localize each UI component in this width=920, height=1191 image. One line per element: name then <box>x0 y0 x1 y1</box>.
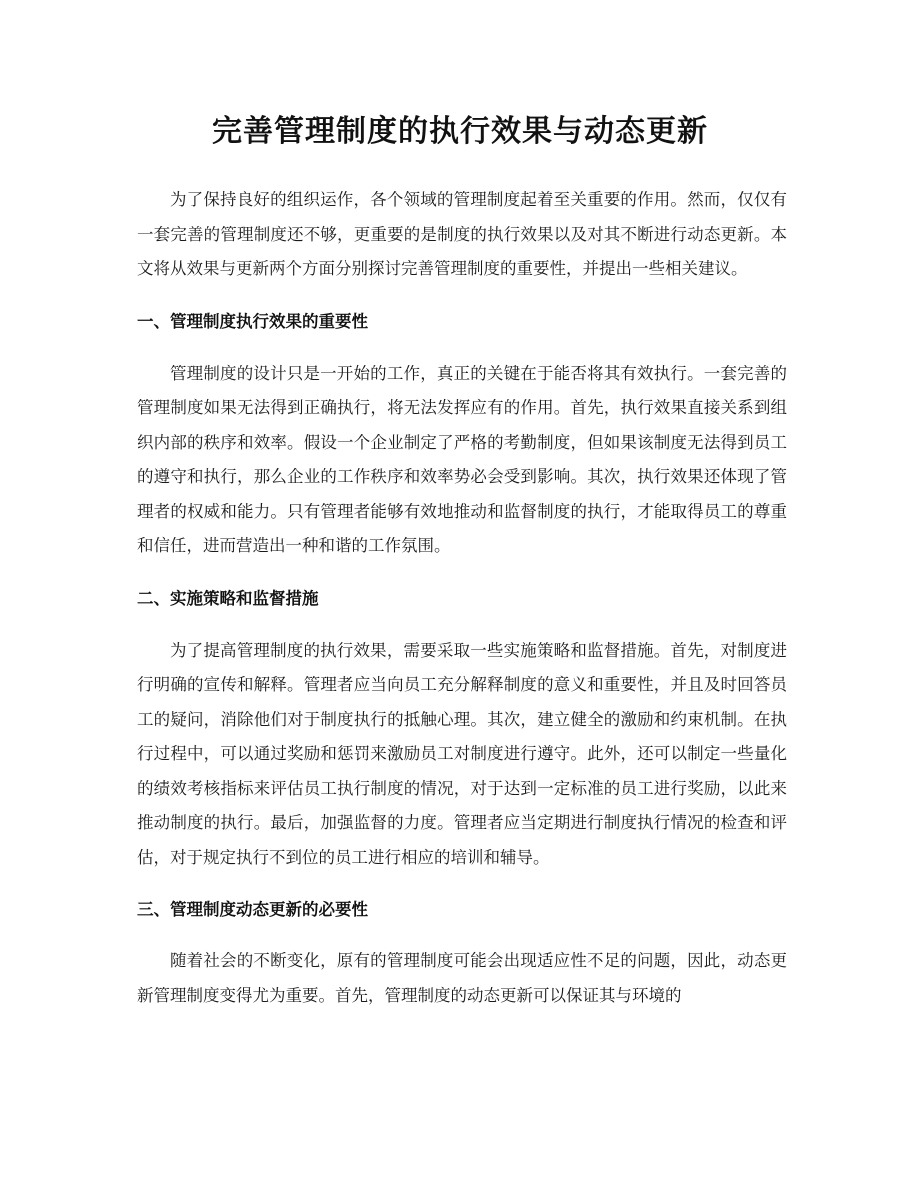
section-heading-3: 三、管理制度动态更新的必要性 <box>137 900 368 919</box>
section-heading-2: 二、实施策略和监督措施 <box>137 588 319 608</box>
document-title: 完善管理制度的执行效果与动态更新 <box>212 114 708 149</box>
section-paragraph-2: 为了提高管理制度的执行效果，需要采取一些实施策略和监督措施。首先，对制度进行明确的宣传和解释。管理者应当向员工充分解释制度的意义和重要性，并且及时回答员工的疑问，消除他们对于制度执行的抵触心理。其次，建立健全的激励和约束机制。在执行过程中，可以通过奖励和惩罚来激励员工对制度进行遵守。此外，还可以制定一些量化的绩效考核指标来评估员工执行制度的情况，对于达到一定标准的员工进行奖励，以此来推动制度的执行。最后，加强监督的力度。管理者应当定期进行制度执行情况的检查和评估，对于规定执行不到位的员工进行相应的培训和辅导。 <box>137 640 787 867</box>
intro-paragraph: 为了保持良好的组织运作，各个领域的管理制度起着至关重要的作用。然而，仅仅有一套完善的管理制度还不够，更重要的是制度的执行效果以及对其不断进行动态更新。本文将从效果与更新两个方面分别探讨完善管理制度的重要性，并提出一些相关建议。 <box>137 190 787 278</box>
section-paragraph-1: 管理制度的设计只是一开始的工作，真正的关键在于能否将其有效执行。一套完善的管理制度如果无法得到正确执行，将无法发挥应有的作用。首先，执行效果直接关系到组织内部的秩序和效率。假设一个企业制定了严格的考勤制度，但如果该制度无法得到员工的遵守和执行，那么企业的工作秩序和效率势必会受到影响。其次，执行效果还体现了管理者的权威和能力。只有管理者能够有效地推动和监督制度的执行，才能取得员工的尊重和信任，进而营造出一种和谐的工作氛围。 <box>137 363 787 555</box>
section-heading-1: 一、管理制度执行效果的重要性 <box>137 311 368 331</box>
section-paragraph-3: 随着社会的不断变化，原有的管理制度可能会出现适应性不足的问题，因此，动态更新管理制度变得尤为重要。首先，管理制度的动态更新可以保证其与环境的 <box>137 951 787 1005</box>
document-body <box>137 183 787 1013</box>
